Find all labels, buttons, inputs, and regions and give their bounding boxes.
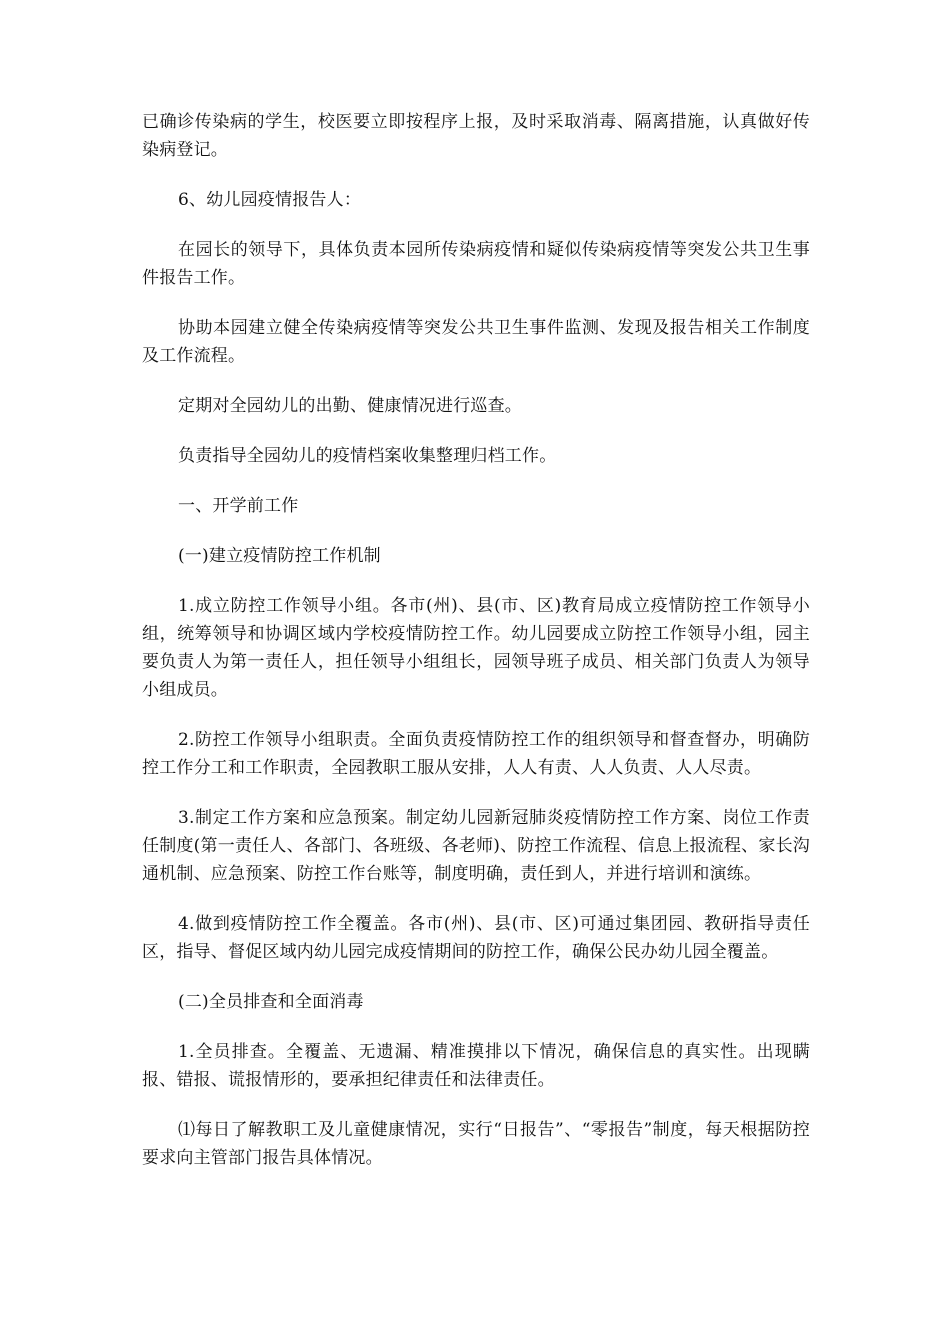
paragraph-item-2-group-duties: 2.防控工作领导小组职责。全面负责疫情防控工作的组织领导和督查督办，明确防控工作分工和工作职责，全园教职工服从安排，人人有责、人人负责、人人尽责。 [142,730,810,778]
document-page [142,108,810,1194]
paragraph-item-3-plans: 3.制定工作方案和应急预案。制定幼儿园新冠肺炎疫情防控工作方案、岗位工作责任制度(第一责任人、各部门、各班级、各老师)、防控工作流程、信息上报流程、家长沟通机制、应急预案、防控工作台账等，制度明确，责任到人，并进行培训和演练。 [142,808,810,884]
paragraph-item-1-leadership-group: 1.成立防控工作领导小组。各市(州)、县(市、区)教育局成立疫情防控工作领导小组，统筹领导和协调区域内学校疫情防控工作。幼儿园要成立防控工作领导小组，园主要负责人为第一责任人，担任领导小组组长，园领导班子成员、相关部门负责人为领导小组成员。 [142,596,810,700]
paragraph-reporter-duty-4: 负责指导全园幼儿的疫情档案收集整理归档工作。 [178,446,557,466]
subsection-heading-mechanism: (一)建立疫情防控工作机制 [178,546,381,566]
heading-epidemic-reporter: 6、幼儿园疫情报告人： [178,190,362,210]
paragraph-reporter-duty-1: 在园长的领导下，具体负责本园所传染病疫情和疑似传染病疫情等突发公共卫生事件报告工作。 [142,240,810,288]
paragraph-reporter-duty-2: 协助本园建立健全传染病疫情等突发公共卫生事件监测、发现及报告相关工作制度及工作流程。 [142,318,810,366]
paragraph-diagnosed-students: 已确诊传染病的学生，校医要立即按程序上报，及时采取消毒、隔离措施，认真做好传染病登记。 [142,112,810,160]
paragraph-item-1-screening: 1.全员排查。全覆盖、无遗漏、精准摸排以下情况，确保信息的真实性。出现瞒报、错报、谎报情形的，要承担纪律责任和法律责任。 [142,1042,810,1090]
paragraph-subitem-1-daily-report: ⑴每日了解教职工及儿童健康情况，实行“日报告”、“零报告”制度，每天根据防控要求向主管部门报告具体情况。 [142,1120,810,1168]
section-heading-pre-term-work: 一、开学前工作 [178,496,299,516]
paragraph-reporter-duty-3: 定期对全园幼儿的出勤、健康情况进行巡查。 [178,396,522,416]
subsection-heading-screening: (二)全员排查和全面消毒 [178,992,364,1012]
paragraph-item-4-full-coverage: 4.做到疫情防控工作全覆盖。各市(州)、县(市、区)可通过集团园、教研指导责任区，指导、督促区域内幼儿园完成疫情期间的防控工作，确保公民办幼儿园全覆盖。 [142,914,810,962]
